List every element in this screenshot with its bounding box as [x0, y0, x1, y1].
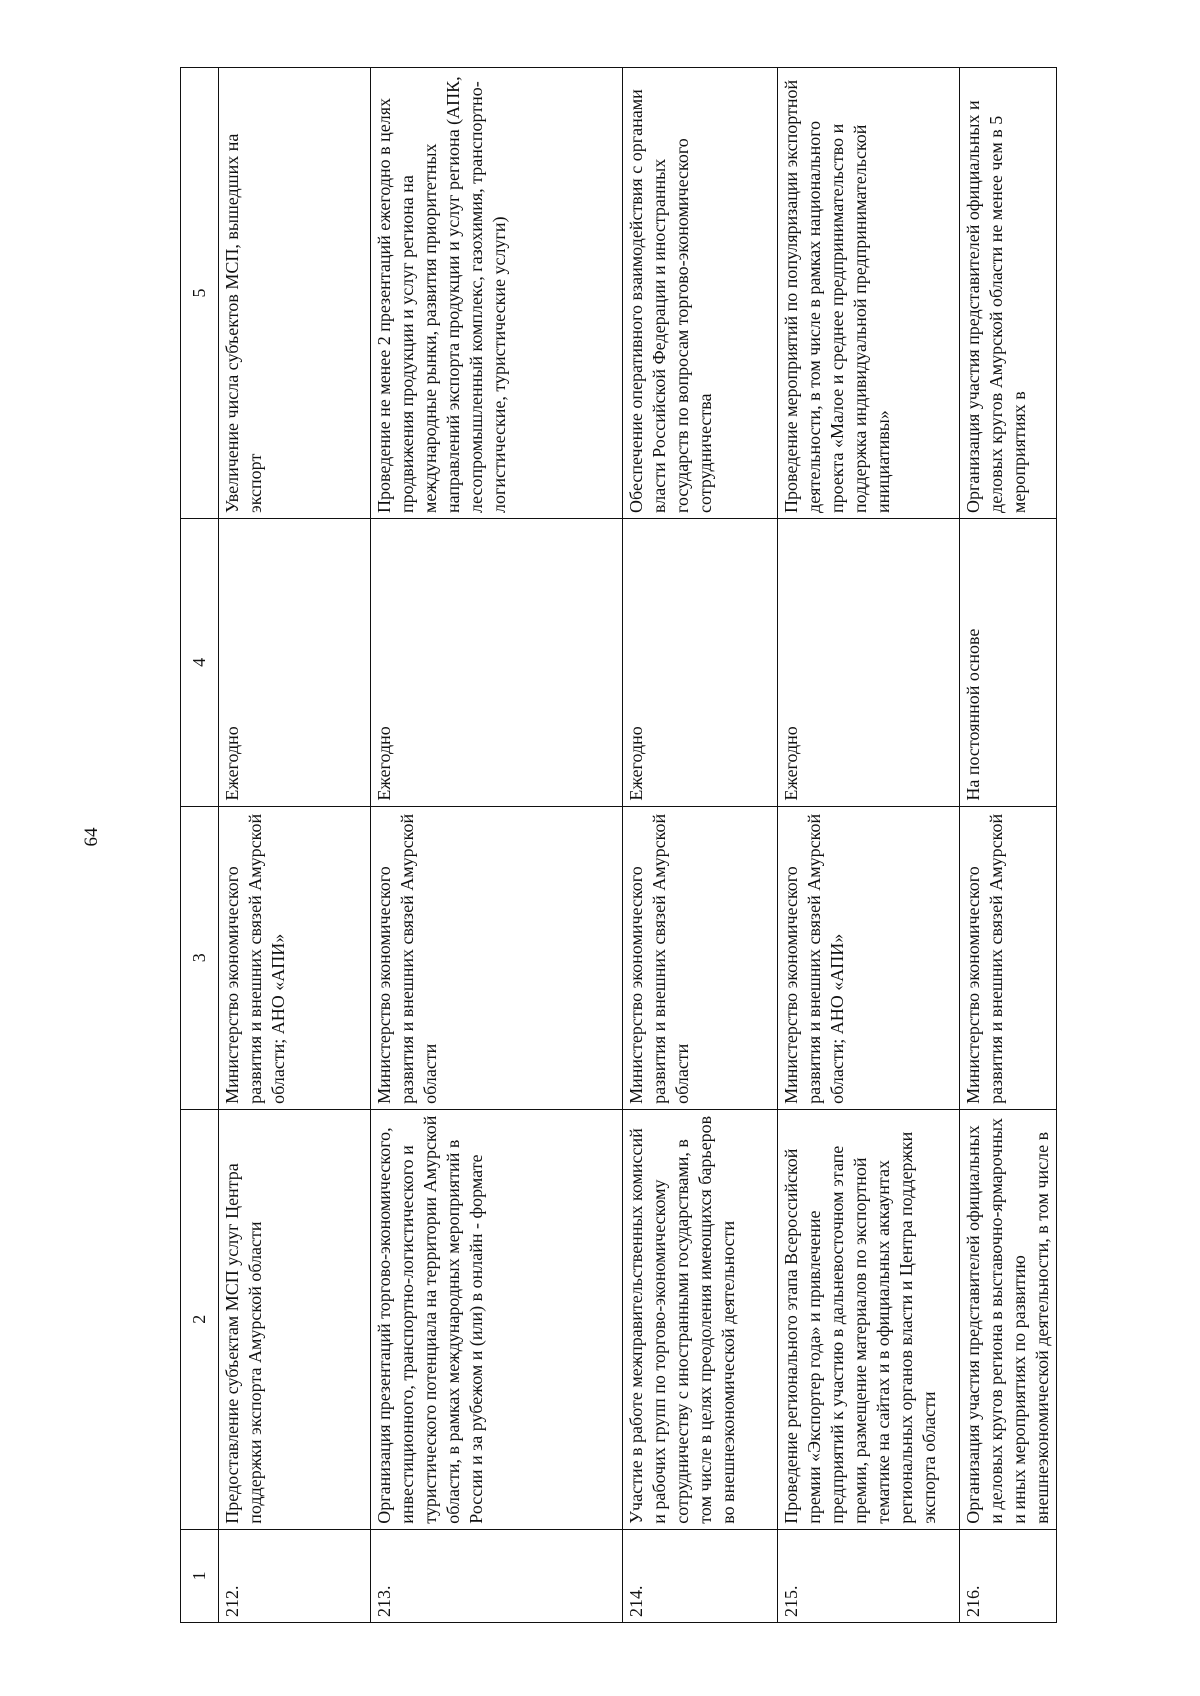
- table-header-row: [181, 68, 219, 1623]
- header-cell-col-4: 4: [181, 518, 219, 806]
- deadline-cell: Ежегодно: [623, 518, 778, 806]
- row-number-cell: 215.: [778, 1529, 960, 1622]
- table-row: [623, 68, 778, 1623]
- header-cell-col-2: 2: [181, 1109, 219, 1529]
- result-cell: Обеспечение оперативного взаимодействия с органами власти Российской Федерации и иностранных государств по вопросам торгово-экономического сотрудничества: [623, 68, 778, 519]
- deadline-cell: Ежегодно: [219, 518, 371, 806]
- rotated-page-content: [180, 67, 1052, 1623]
- row-number-cell: 212.: [219, 1529, 371, 1622]
- deadline-cell: Ежегодно: [778, 518, 960, 806]
- executor-cell: Министерство экономического развития и внешних связей Амурской: [960, 806, 1057, 1109]
- row-number-cell: 213.: [371, 1529, 623, 1622]
- executor-cell: Министерство экономического развития и внешних связей Амурской области: [371, 806, 623, 1109]
- table-row: [778, 68, 960, 1623]
- header-cell-col-3: 3: [181, 806, 219, 1109]
- result-cell: Проведение не менее 2 презентаций ежегодно в целях продвижения продукции и услуг региона на международные рынки, развития приоритетных направлений экспорта продукции и услуг региона (АПК, лесопромышленный комплекс, газохимия, транспортно-логистические, туристические услуги): [371, 68, 623, 519]
- result-cell: Увеличение числа субъектов МСП, вышедших на экспорт: [219, 68, 371, 519]
- executor-cell: Министерство экономического развития и внешних связей Амурской области: [623, 806, 778, 1109]
- page-number: 64: [81, 827, 102, 847]
- row-number-cell: 214.: [623, 1529, 778, 1622]
- row-number-cell: 216.: [960, 1529, 1057, 1622]
- activity-cell: Проведение регионального этапа Всероссийской премии «Экспортер года» и привлечение предприятий к участию в дальневосточном этапе премии, размещение материалов по экспортной тематике на сайтах и в официальных аккаунтах региональных органов власти и Центра поддержки экспорта области: [778, 1109, 960, 1529]
- activity-cell: Предоставление субъектам МСП услуг Центра поддержки экспорта Амурской области: [219, 1109, 371, 1529]
- table-row: [960, 68, 1057, 1623]
- executor-cell: Министерство экономического развития и внешних связей Амурской области; АНО «АПИ»: [778, 806, 960, 1109]
- table-row: [219, 68, 371, 1623]
- header-cell-col-1: 1: [181, 1529, 219, 1622]
- result-cell: Проведение мероприятий по популяризации экспортной деятельности, в том числе в рамках национального проекта «Малое и среднее предпринимательство и поддержка индивидуальной предпринимательской инициативы»: [778, 68, 960, 519]
- deadline-cell: Ежегодно: [371, 518, 623, 806]
- activity-cell: Участие в работе межправительственных комиссий и рабочих групп по торгово-экономическому сотрудничеству с иностранными государствами, в том числе в целях преодоления имеющихся барьеров во внешнеэкономической деятельности: [623, 1109, 778, 1529]
- document-table: [180, 67, 1057, 1623]
- executor-cell: Министерство экономического развития и внешних связей Амурской области; АНО «АПИ»: [219, 806, 371, 1109]
- activity-cell: Организация участия представителей официальных и деловых кругов региона в выставочно-ярмарочных и иных мероприятиях по развитию внешнеэкономической деятельности, в том числе в: [960, 1109, 1057, 1529]
- activity-cell: Организация презентаций торгово-экономического, инвестиционного, транспортно-логистического и туристического потенциала на территории Амурской области, в рамках международных мероприятий в России и за рубежом и (или) в онлайн - формате: [371, 1109, 623, 1529]
- deadline-cell: На постоянной основе: [960, 518, 1057, 806]
- result-cell: Организация участия представителей официальных и деловых кругов Амурской области не менее чем в 5 мероприятиях в: [960, 68, 1057, 519]
- table-row: [371, 68, 623, 1623]
- header-cell-col-5: 5: [181, 68, 219, 519]
